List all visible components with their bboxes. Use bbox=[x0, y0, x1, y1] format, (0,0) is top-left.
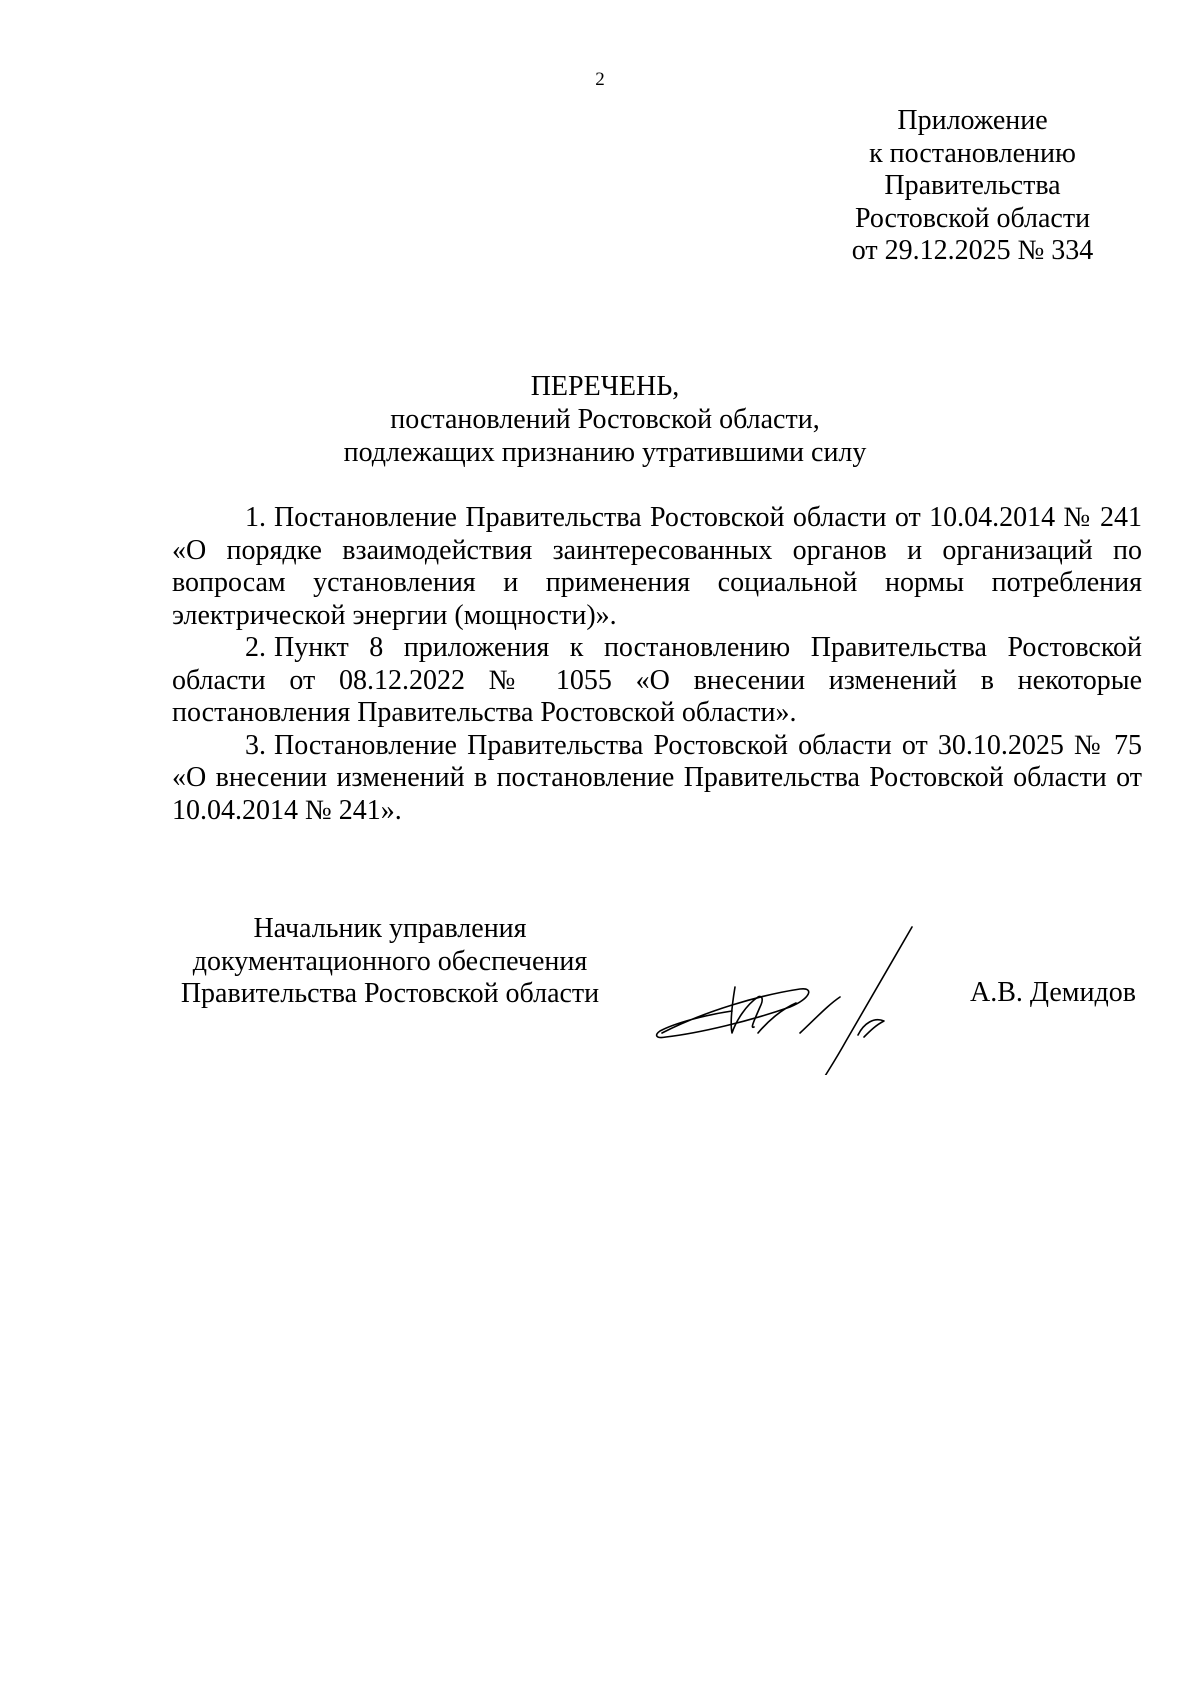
title-subtitle: подлежащих признанию утратившими силу bbox=[343, 437, 867, 468]
title-heading: ПЕРЕЧЕНЬ, bbox=[530, 371, 680, 402]
item-text: Постановление Правительства Ростовской области от 10.04.2014 № 241 «О порядке взаимодействия заинтересованных органов и организаций по вопросам установления и применения социальной нормы потребления электрической энергии (мощности)». bbox=[172, 502, 1142, 631]
list-item bbox=[172, 730, 1142, 828]
item-list bbox=[172, 502, 1142, 827]
list-item bbox=[172, 632, 1142, 730]
list-item bbox=[172, 502, 1142, 632]
page-number: 2 bbox=[595, 69, 605, 90]
appendix-line: к постановлению bbox=[869, 137, 1076, 169]
item-number: 3. bbox=[245, 729, 266, 761]
item-text: Пункт 8 приложения к постановлению Правительства Ростовской области от 08.12.2022 № 1055 «О внесении изменений в некоторые постановления Правительства Ростовской области». bbox=[172, 632, 1142, 728]
title-subtitle: постановлений Ростовской области, bbox=[390, 404, 820, 435]
signer-position-line: документационного обеспечения bbox=[192, 945, 588, 977]
signer-position-line: Правительства Ростовской области bbox=[180, 978, 600, 1009]
appendix-line: Правительства bbox=[884, 170, 1061, 201]
appendix-line: Приложение bbox=[897, 105, 1048, 136]
signer-name: А.В. Демидов bbox=[970, 977, 1136, 1008]
item-number: 2. bbox=[245, 632, 266, 663]
item-number: 1. bbox=[245, 502, 266, 533]
item-text: Постановление Правительства Ростовской области от 30.10.2025 № 75 «О внесении изменений в постановление Правительства Ростовской области от 10.04.2014 № 241». bbox=[172, 729, 1142, 826]
appendix-header bbox=[825, 105, 1120, 268]
signer-position bbox=[170, 913, 610, 1011]
document-title bbox=[0, 370, 1200, 469]
handwritten-signature bbox=[650, 915, 950, 1075]
appendix-line: от 29.12.2025 № 334 bbox=[851, 235, 1094, 266]
signer-position-line: Начальник управления bbox=[253, 913, 527, 944]
appendix-line: Ростовской области bbox=[854, 202, 1091, 234]
